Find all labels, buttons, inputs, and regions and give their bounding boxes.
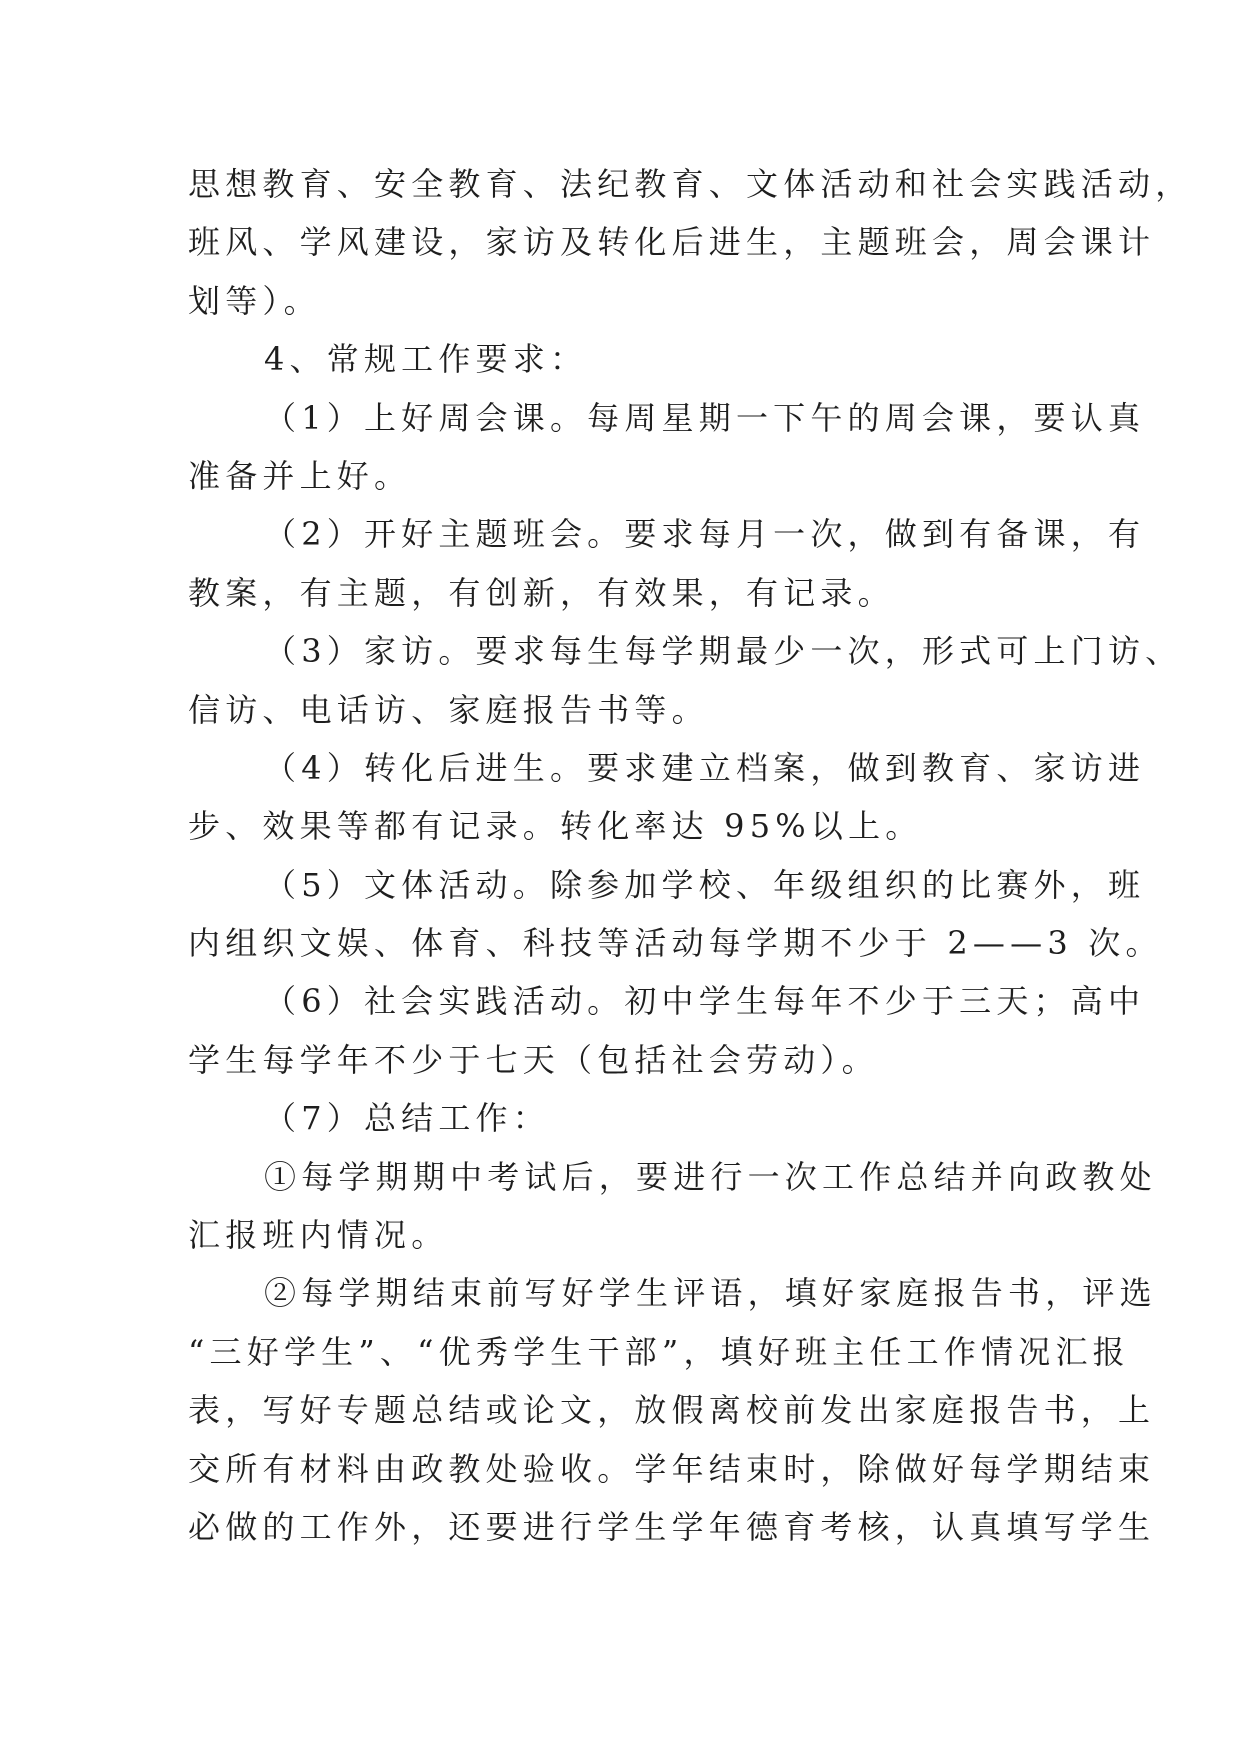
text-line: 交所有材料由政教处验收。学年结束时，除做好每学期结束 bbox=[188, 1449, 1156, 1488]
paragraph-item-4: （4）转化后进生。要求建立档案，做到教育、家访进 bbox=[264, 748, 1146, 787]
subitem-1: ①每学期期中考试后，要进行一次工作总结并向政教处 bbox=[264, 1157, 1157, 1196]
text-line: 班风、学风建设，家访及转化后进生，主题班会，周会课计 bbox=[188, 223, 1156, 262]
text-line: 必做的工作外，还要进行学生学年德育考核，认真填写学生 bbox=[188, 1507, 1156, 1546]
paragraph-item-2: （2）开好主题班会。要求每月一次，做到有备课，有 bbox=[264, 515, 1146, 554]
text-line: 教案，有主题，有创新，有效果，有记录。 bbox=[188, 573, 895, 612]
text-line: 划等）。 bbox=[188, 281, 321, 320]
text-line: 准备并上好。 bbox=[188, 456, 412, 495]
text-line: 汇报班内情况。 bbox=[188, 1216, 449, 1255]
text-line: 信访、电话访、家庭报告书等。 bbox=[188, 690, 709, 729]
section-heading: 4、常规工作要求： bbox=[264, 340, 588, 379]
paragraph-item-5: （5）文体活动。除参加学校、年级组织的比赛外，班 bbox=[264, 865, 1146, 904]
text-line: “三好学生”、“优秀学生干部”，填好班主任工作情况汇报 bbox=[188, 1332, 1130, 1371]
subitem-2: ②每学期结束前写好学生评语，填好家庭报告书，评选 bbox=[264, 1274, 1157, 1313]
paragraph-item-7: （7）总结工作： bbox=[264, 1099, 550, 1138]
text-line: 表，写好专题总结或论文，放假离校前发出家庭报告书，上 bbox=[188, 1391, 1156, 1430]
paragraph-item-6: （6）社会实践活动。初中学生每年不少于三天；高中 bbox=[264, 982, 1146, 1021]
paragraph-item-1: （1）上好周会课。每周星期一下午的周会课，要认真 bbox=[264, 398, 1146, 437]
paragraph-item-3: （3）家访。要求每生每学期最少一次，形式可上门访、 bbox=[264, 632, 1183, 671]
text-line: 学生每学年不少于七天（包括社会劳动）。 bbox=[188, 1040, 879, 1079]
text-line: 步、效果等都有记录。转化率达 95%以上。 bbox=[188, 807, 923, 846]
text-line: 内组织文娱、体育、科技等活动每学期不少于 2——3 次。 bbox=[188, 924, 1163, 963]
body-text bbox=[188, 155, 1193, 1556]
text-line: 思想教育、安全教育、法纪教育、文体活动和社会实践活动， bbox=[188, 165, 1193, 203]
